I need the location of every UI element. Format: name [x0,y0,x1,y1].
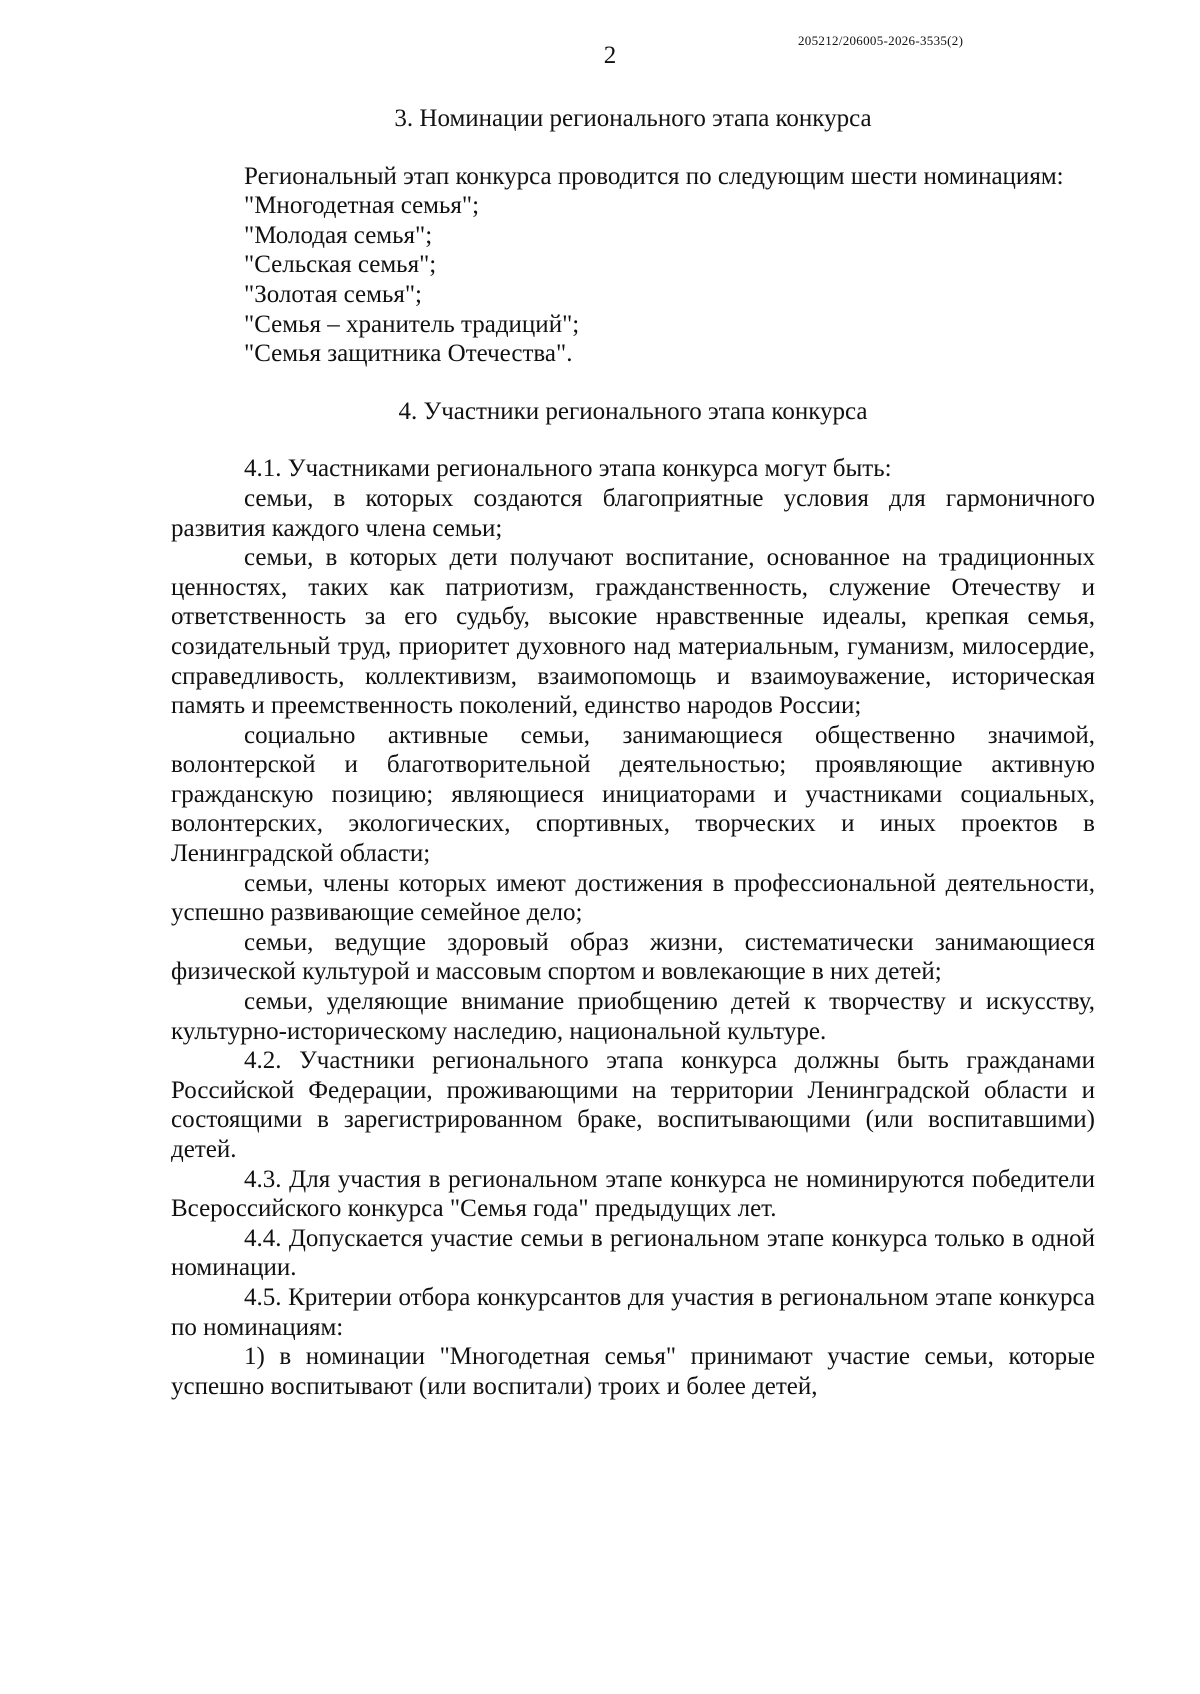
paragraph-4-4: 4.4. Допускается участие семьи в региональном этапе конкурса только в одной номинации. [171,1224,1095,1282]
page-number: 2 [603,42,617,69]
nomination-item: "Семья – хранитель традиций"; [244,310,580,338]
participant-criterion: семьи, члены которых имеют достижения в профессиональной деятельности, успешно развивающие семейное дело; [171,869,1095,927]
paragraph-4-3: 4.3. Для участия в региональном этапе конкурса не номинируются победители Всероссийского конкурса "Семья года" предыдущих лет. [171,1165,1095,1223]
paragraph-4-5: 4.5. Критерии отбора конкурсантов для участия в региональном этапе конкурса по номинациям: [171,1283,1095,1341]
paragraph-4-1: 4.1. Участниками регионального этапа конкурса могут быть: [244,455,892,483]
nomination-item: "Семья защитника Отечества". [244,340,573,368]
participant-criterion: семьи, уделяющие внимание приобщению детей к творчеству и искусству, культурно-историческому наследию, национальной культуре. [171,988,1095,1045]
criterion-item-1: 1) в номинации "Многодетная семья" принимают участие семьи, которые успешно воспитывают (или воспитали) троих и более детей, [171,1343,1095,1400]
document-id: 205212/206005-2026-3535(2) [798,33,964,48]
participant-criterion: семьи, в которых дети получают воспитание, основанное на традиционных ценностях, таких как патриотизм, гражданственность, служение Отечеству и ответственность за его судьбу, высокие нравственные идеалы, крепкая семья, созидательный труд, приоритет духовного над материальным, гуманизм, милосердие, справедливость, коллективизм, взаимопомощь и взаимоуважение, историческая память и преемственность поколений, единство народов России; [171,544,1095,720]
nomination-item: "Сельская семья"; [244,251,437,279]
participant-criterion: семьи, в которых создаются благоприятные условия для гармоничного развития каждого члена семьи; [171,484,1095,542]
section-4-heading: 4. Участники регионального этапа конкурса [398,397,868,425]
nomination-item: "Многодетная семья"; [244,192,480,220]
nominations-list [171,191,1095,369]
nomination-item: "Молодая семья"; [244,221,433,249]
document-body [171,104,1095,1401]
section-3-intro: Региональный этап конкурса проводится по следующим шести номинациям: [244,162,1064,190]
section-3-heading: 3. Номинации регионального этапа конкурса [394,105,872,132]
participant-criterion: семьи, ведущие здоровый образ жизни, систематически занимающиеся физической культурой и массовым спортом и вовлекающие в них детей; [171,928,1095,986]
paragraph-4-2: 4.2. Участники регионального этапа конкурса должны быть гражданами Российской Федерации, проживающими на территории Ленинградской области и состоящими в зарегистрированном браке, воспитывающими (или воспитавшими) детей. [171,1047,1095,1163]
nomination-item: "Золотая семья"; [244,280,422,308]
participant-criterion: социально активные семьи, занимающиеся общественно значимой, волонтерской и благотворительной деятельностью; проявляющие активную гражданскую позицию; являющиеся инициаторами и участниками социальных, волонтерских, экологических, спортивных, творческих и иных проектов в Ленинградской области; [171,721,1095,868]
